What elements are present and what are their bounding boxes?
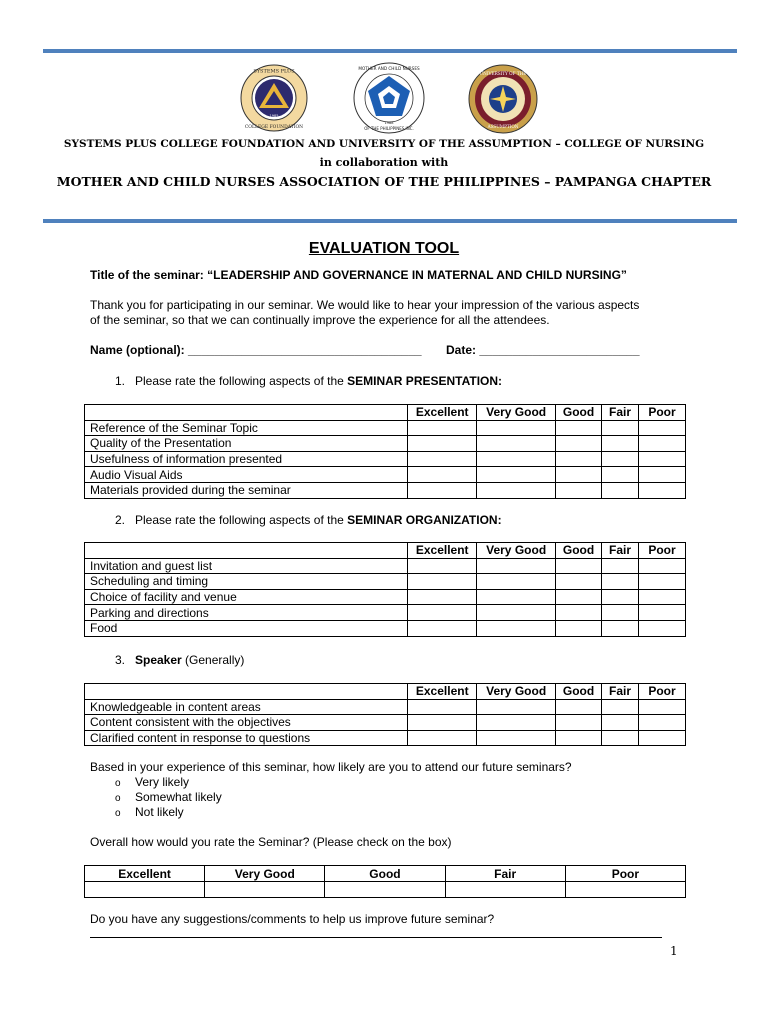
col-poor: Poor [639, 543, 686, 559]
table-row [85, 589, 686, 605]
rating-cell[interactable] [639, 558, 686, 574]
row-label: Reference of the Seminar Topic [85, 420, 408, 436]
col-excellent: Excellent [408, 543, 477, 559]
overall-question: Overall how would you rate the Seminar? (Please check on the box) [90, 835, 452, 849]
row-label: Clarified content in response to questions [85, 730, 408, 746]
intro-line-1: Thank you for participating in our seminar. We would like to hear your impression of the various aspects [90, 298, 640, 312]
rating-cell[interactable] [556, 420, 602, 436]
option-label: Not likely [135, 805, 184, 819]
overall-check-box[interactable] [445, 882, 565, 898]
org-line-2: in collaboration with [319, 156, 449, 169]
seminar-title-line [90, 268, 627, 282]
rating-cell[interactable] [639, 605, 686, 621]
header-blank-cell [85, 405, 408, 421]
rating-cell[interactable] [408, 620, 477, 636]
rating-cell[interactable] [477, 558, 556, 574]
future-option-not-likely[interactable] [115, 805, 184, 819]
seminar-title-prefix: Title of the seminar: [90, 268, 208, 282]
overall-rating-table [84, 865, 686, 898]
rating-cell[interactable] [602, 730, 639, 746]
section-1-heading [115, 374, 502, 388]
row-label: Scheduling and timing [85, 574, 408, 590]
overall-check-box[interactable] [85, 882, 205, 898]
bullet-circle-icon: o [115, 778, 121, 789]
suggestions-answer-line[interactable] [90, 937, 662, 938]
document-title: EVALUATION TOOL [308, 240, 460, 257]
row-label: Audio Visual Aids [85, 467, 408, 483]
future-option-very-likely[interactable] [115, 775, 189, 789]
table-header-row [85, 684, 686, 700]
row-label: Content consistent with the objectives [85, 715, 408, 731]
table-row [85, 605, 686, 621]
rating-cell[interactable] [556, 699, 602, 715]
row-label: Quality of the Presentation [85, 436, 408, 452]
rating-cell[interactable] [477, 574, 556, 590]
university-assumption-seal-logo [468, 64, 538, 134]
rating-cell[interactable] [408, 574, 477, 590]
table-row [85, 451, 686, 467]
col-very-good: Very Good [477, 543, 556, 559]
table-header-row [85, 543, 686, 559]
col-poor: Poor [639, 684, 686, 700]
rating-cell[interactable] [556, 589, 602, 605]
table-row [85, 420, 686, 436]
table-row [85, 436, 686, 452]
col-excellent: Excellent [408, 684, 477, 700]
col-poor: Poor [639, 405, 686, 421]
header-blank-cell [85, 543, 408, 559]
rating-cell[interactable] [639, 436, 686, 452]
seminar-title: “LEADERSHIP AND GOVERNANCE IN MATERNAL AND CHILD NURSING” [207, 268, 627, 282]
table-row [85, 620, 686, 636]
section-3-heading [115, 653, 244, 667]
section-number: 3. [115, 653, 126, 667]
overall-col-good: Good [325, 866, 445, 882]
rating-cell[interactable] [556, 482, 602, 498]
rating-cell[interactable] [639, 589, 686, 605]
section-emphasis: SEMINAR PRESENTATION: [347, 374, 503, 388]
col-good: Good [556, 405, 602, 421]
rating-cell[interactable] [408, 451, 477, 467]
svg-text:COLLEGE FOUNDATION: COLLEGE FOUNDATION [244, 125, 304, 130]
rating-cell[interactable] [556, 574, 602, 590]
rating-cell[interactable] [408, 558, 477, 574]
table-row [85, 482, 686, 498]
col-very-good: Very Good [477, 684, 556, 700]
rating-cell[interactable] [408, 420, 477, 436]
col-good: Good [556, 543, 602, 559]
rating-cell[interactable] [602, 467, 639, 483]
table-row [85, 574, 686, 590]
rating-cell[interactable] [639, 715, 686, 731]
rating-cell[interactable] [639, 420, 686, 436]
rating-cell[interactable] [602, 436, 639, 452]
overall-col-excellent: Excellent [85, 866, 205, 882]
svg-text:SYSTEMS PLUS: SYSTEMS PLUS [253, 68, 295, 75]
section-suffix: (Generally) [181, 653, 245, 667]
table-row [85, 467, 686, 483]
rating-cell[interactable] [408, 699, 477, 715]
section-number: 1. [115, 374, 126, 388]
rating-cell[interactable] [602, 574, 639, 590]
table-row [85, 730, 686, 746]
row-label: Choice of facility and venue [85, 589, 408, 605]
rating-cell[interactable] [408, 482, 477, 498]
section-2-heading [115, 513, 502, 527]
rating-cell[interactable] [639, 482, 686, 498]
rating-cell[interactable] [477, 620, 556, 636]
rating-cell[interactable] [408, 730, 477, 746]
svg-text:1985: 1985 [269, 114, 279, 118]
rating-cell[interactable] [477, 451, 556, 467]
rating-cell[interactable] [602, 699, 639, 715]
rating-cell[interactable] [602, 605, 639, 621]
row-label: Materials provided during the seminar [85, 482, 408, 498]
row-label: Food [85, 620, 408, 636]
rating-cell[interactable] [556, 605, 602, 621]
svg-text:UNIVERSITY OF THE: UNIVERSITY OF THE [479, 71, 527, 76]
rating-cell[interactable] [639, 699, 686, 715]
header-bottom-rule [43, 219, 737, 223]
table-header-row [85, 405, 686, 421]
col-good: Good [556, 684, 602, 700]
col-fair: Fair [602, 543, 639, 559]
col-fair: Fair [602, 684, 639, 700]
section-emphasis: SEMINAR ORGANIZATION: [347, 513, 502, 527]
header-blank-cell [85, 684, 408, 700]
rating-cell[interactable] [408, 436, 477, 452]
rating-cell[interactable] [556, 730, 602, 746]
seminar-presentation-table [84, 404, 686, 499]
rating-cell[interactable] [602, 620, 639, 636]
rating-cell[interactable] [602, 420, 639, 436]
rating-cell[interactable] [556, 715, 602, 731]
svg-text:1988: 1988 [384, 121, 394, 125]
bullet-circle-icon: o [115, 793, 121, 804]
rating-cell[interactable] [556, 436, 602, 452]
col-very-good: Very Good [477, 405, 556, 421]
row-label: Knowledgeable in content areas [85, 699, 408, 715]
overall-check-box[interactable] [205, 882, 325, 898]
rating-cell[interactable] [477, 699, 556, 715]
systems-plus-seal-logo [240, 64, 308, 132]
col-fair: Fair [602, 405, 639, 421]
rating-cell[interactable] [602, 715, 639, 731]
table-row [85, 715, 686, 731]
rating-cell[interactable] [477, 420, 556, 436]
svg-text:OF THE PHILIPPINES INC.: OF THE PHILIPPINES INC. [364, 126, 414, 131]
header-top-rule [43, 49, 737, 53]
rating-cell[interactable] [639, 730, 686, 746]
future-option-somewhat-likely[interactable] [115, 790, 222, 804]
row-label: Parking and directions [85, 605, 408, 621]
rating-cell[interactable] [602, 451, 639, 467]
speaker-table [84, 683, 686, 746]
date-field[interactable]: Date: ________________________ [446, 343, 640, 357]
section-number: 2. [115, 513, 126, 527]
table-row [85, 699, 686, 715]
section-prompt: Please rate the following aspects of the [135, 513, 348, 527]
svg-text:MOTHER AND CHILD NURSES: MOTHER AND CHILD NURSES [358, 66, 420, 71]
overall-check-box[interactable] [325, 882, 445, 898]
rating-cell[interactable] [639, 574, 686, 590]
rating-cell[interactable] [477, 589, 556, 605]
rating-cell[interactable] [556, 558, 602, 574]
rating-cell[interactable] [639, 620, 686, 636]
option-label: Very likely [135, 775, 190, 789]
col-excellent: Excellent [408, 405, 477, 421]
row-label: Invitation and guest list [85, 558, 408, 574]
mcnap-seal-logo [353, 62, 425, 134]
rating-cell[interactable] [477, 482, 556, 498]
rating-cell[interactable] [477, 436, 556, 452]
table-row [85, 882, 686, 898]
org-line-3: MOTHER AND CHILD NURSES ASSOCIATION OF THE PHILIPPINES – PAMPANGA CHAPTER [56, 174, 712, 189]
rating-cell[interactable] [477, 605, 556, 621]
rating-cell[interactable] [556, 467, 602, 483]
page-number: 1 [670, 944, 678, 958]
rating-cell[interactable] [477, 730, 556, 746]
rating-cell[interactable] [639, 451, 686, 467]
rating-cell[interactable] [408, 605, 477, 621]
section-emphasis: Speaker [135, 653, 182, 667]
rating-cell[interactable] [408, 715, 477, 731]
suggestions-question: Do you have any suggestions/comments to help us improve future seminar? [90, 912, 495, 926]
intro-line-2: of the seminar, so that we can continually improve the experience for all the attendees. [90, 313, 550, 327]
table-row [85, 558, 686, 574]
rating-cell[interactable] [602, 558, 639, 574]
table-header-row [85, 866, 686, 882]
rating-cell[interactable] [602, 589, 639, 605]
seminar-organization-table [84, 542, 686, 637]
bullet-circle-icon: o [115, 808, 121, 819]
rating-cell[interactable] [602, 482, 639, 498]
option-label: Somewhat likely [135, 790, 222, 804]
rating-cell[interactable] [408, 467, 477, 483]
rating-cell[interactable] [477, 467, 556, 483]
overall-col-poor: Poor [565, 866, 685, 882]
future-question: Based in your experience of this seminar, how likely are you to attend our future seminars? [90, 760, 572, 774]
section-prompt: Please rate the following aspects of the [135, 374, 348, 388]
rating-cell[interactable] [477, 715, 556, 731]
svg-text:ASSUMPTION: ASSUMPTION [487, 124, 519, 129]
row-label: Usefulness of information presented [85, 451, 408, 467]
overall-col-very-good: Very Good [205, 866, 325, 882]
overall-check-box[interactable] [565, 882, 685, 898]
name-field[interactable]: Name (optional): ___________________________________ [90, 343, 422, 357]
rating-cell[interactable] [408, 589, 477, 605]
org-line-1: SYSTEMS PLUS COLLEGE FOUNDATION AND UNIVERSITY OF THE ASSUMPTION – COLLEGE OF NURSING [63, 138, 705, 150]
rating-cell[interactable] [639, 467, 686, 483]
rating-cell[interactable] [556, 451, 602, 467]
rating-cell[interactable] [556, 620, 602, 636]
overall-col-fair: Fair [445, 866, 565, 882]
